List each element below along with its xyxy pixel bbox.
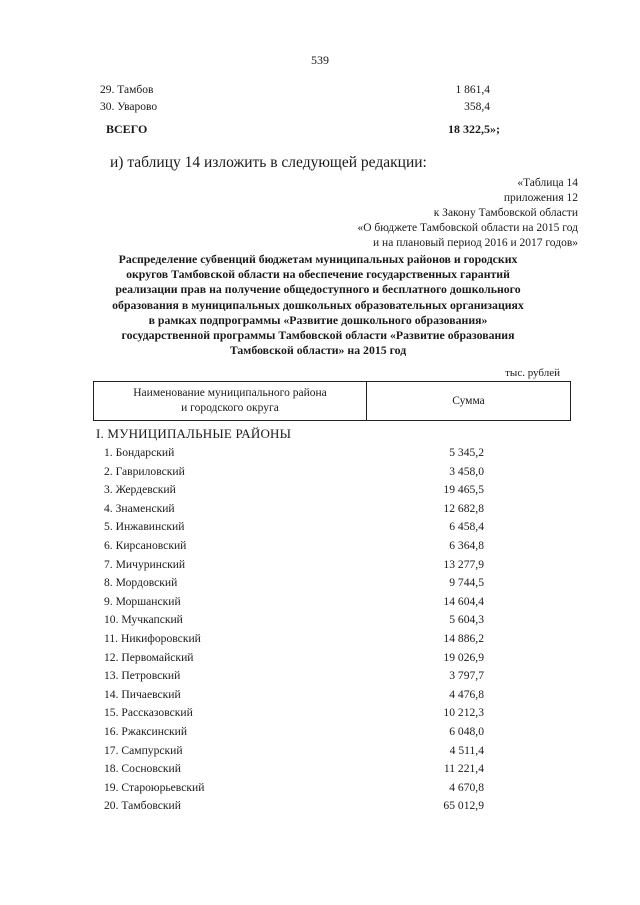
district-amount: 11 221,4: [443, 762, 484, 776]
reference-line: «О бюджете Тамбовской области на 2015 год: [357, 222, 578, 234]
district-name: 17. Сампурский: [104, 743, 183, 757]
district-amount: 19 026,9: [443, 650, 484, 664]
prev-total-label: ВСЕГО: [106, 122, 148, 136]
prev-row-name: 29. Тамбов: [100, 84, 154, 96]
reference-line: приложения 12: [503, 192, 578, 204]
district-name: 12. Первомайский: [104, 650, 194, 664]
table-row: [104, 481, 484, 500]
title-line: в рамках подпрограммы «Развитие дошкольного образования»: [148, 312, 488, 327]
district-amount: 12 682,8: [443, 501, 484, 515]
district-name: 7. Мичуринский: [104, 557, 186, 571]
district-amount: 3 797,7: [449, 669, 484, 683]
district-name: 3. Жердевский: [104, 483, 176, 497]
district-amount: 14 886,2: [443, 631, 484, 645]
prev-row-value: 358,4: [464, 101, 490, 113]
instruction-text: и) таблицу 14 изложить в следующей редакции:: [110, 154, 427, 171]
reference-line: к Закону Тамбовской области: [433, 207, 578, 219]
table-header: [93, 381, 571, 421]
district-amount: 19 465,5: [443, 483, 484, 497]
table-row: [104, 611, 484, 630]
district-amount: 3 458,0: [449, 464, 484, 478]
district-amount: 6 364,8: [449, 538, 484, 552]
district-name: 1. Бондарский: [104, 446, 175, 459]
district-amount: 9 744,5: [449, 576, 484, 590]
column-header-name: [94, 382, 367, 420]
district-name: 11. Никифоровский: [104, 631, 201, 645]
district-name: 20. Тамбовский: [104, 799, 181, 813]
district-amount: 6 048,0: [449, 724, 484, 738]
table-row: [104, 742, 484, 761]
table-row: [104, 723, 484, 742]
district-amount: 10 212,3: [443, 706, 484, 720]
column-header-name-line: и городского округа: [181, 402, 279, 414]
district-amount: 4 670,8: [449, 780, 484, 794]
title-line: Распределение субвенций бюджетам муниципальных районов и городских: [118, 252, 518, 266]
column-header-name-line: Наименование муниципального района: [133, 387, 327, 399]
reference-line: и на плановый период 2016 и 2017 годов»: [373, 237, 578, 249]
district-amount: 5 345,2: [449, 446, 484, 459]
units-label: тыс. рублей: [505, 367, 560, 379]
table-row: [104, 704, 484, 723]
district-name: 5. Инжавинский: [104, 520, 185, 534]
table-row: [104, 760, 484, 779]
table-row: [104, 630, 484, 649]
reference-line: «Таблица 14: [517, 177, 578, 189]
table-body: [104, 444, 484, 816]
title-line: Тамбовской области» на 2015 год: [229, 343, 407, 358]
title-line: образования в муниципальных дошкольных образовательных организациях: [112, 297, 524, 312]
district-name: 6. Кирсановский: [104, 538, 187, 552]
district-name: 19. Староюрьевский: [104, 780, 205, 794]
district-name: 14. Пичаевский: [104, 687, 181, 701]
table-row: [104, 444, 484, 463]
district-name: 16. Ржаксинский: [104, 724, 188, 738]
table-row: [104, 667, 484, 686]
column-header-sum: Сумма: [452, 394, 485, 407]
table-row: [104, 797, 484, 816]
prev-row-name: 30. Уварово: [100, 101, 158, 113]
district-name: 4. Знаменский: [104, 501, 175, 515]
district-amount: 14 604,4: [443, 594, 484, 608]
prev-row-value: 1 861,4: [455, 84, 490, 96]
table-row: [104, 686, 484, 705]
table-row: [104, 593, 484, 612]
district-amount: 5 604,3: [449, 613, 484, 627]
district-amount: 65 012,9: [443, 799, 484, 813]
table-row: [104, 518, 484, 537]
title-line: округов Тамбовской области на обеспечение государственных гарантий: [126, 267, 510, 282]
table-row: [104, 779, 484, 798]
district-name: 15. Рассказовский: [104, 706, 193, 720]
document-title: [84, 252, 552, 358]
table-row: [104, 574, 484, 593]
table-reference-block: [357, 176, 578, 251]
district-name: 8. Мордовский: [104, 576, 178, 590]
table-row: [104, 537, 484, 556]
section-heading: I. МУНИЦИПАЛЬНЫЕ РАЙОНЫ: [96, 426, 292, 441]
title-line: государственной программы Тамбовской области «Развитие образования: [121, 328, 515, 343]
district-amount: 4 476,8: [449, 687, 484, 701]
district-amount: 6 458,4: [449, 520, 484, 534]
district-name: 10. Мучкапский: [104, 613, 183, 627]
district-name: 13. Петровский: [104, 669, 181, 683]
page-number: 539: [311, 53, 329, 67]
prev-total-value: 18 322,5»;: [448, 122, 500, 136]
district-name: 9. Моршанский: [104, 594, 181, 608]
district-name: 18. Сосновский: [104, 762, 181, 776]
district-amount: 4 511,4: [449, 743, 484, 757]
table-row: [104, 463, 484, 482]
table-row: [104, 500, 484, 519]
district-amount: 13 277,9: [443, 557, 484, 571]
table-row: [104, 649, 484, 668]
title-line: реализации прав на получение общедоступного и бесплатного дошкольного: [115, 282, 521, 297]
table-row: [104, 556, 484, 575]
district-name: 2. Гавриловский: [104, 464, 185, 478]
